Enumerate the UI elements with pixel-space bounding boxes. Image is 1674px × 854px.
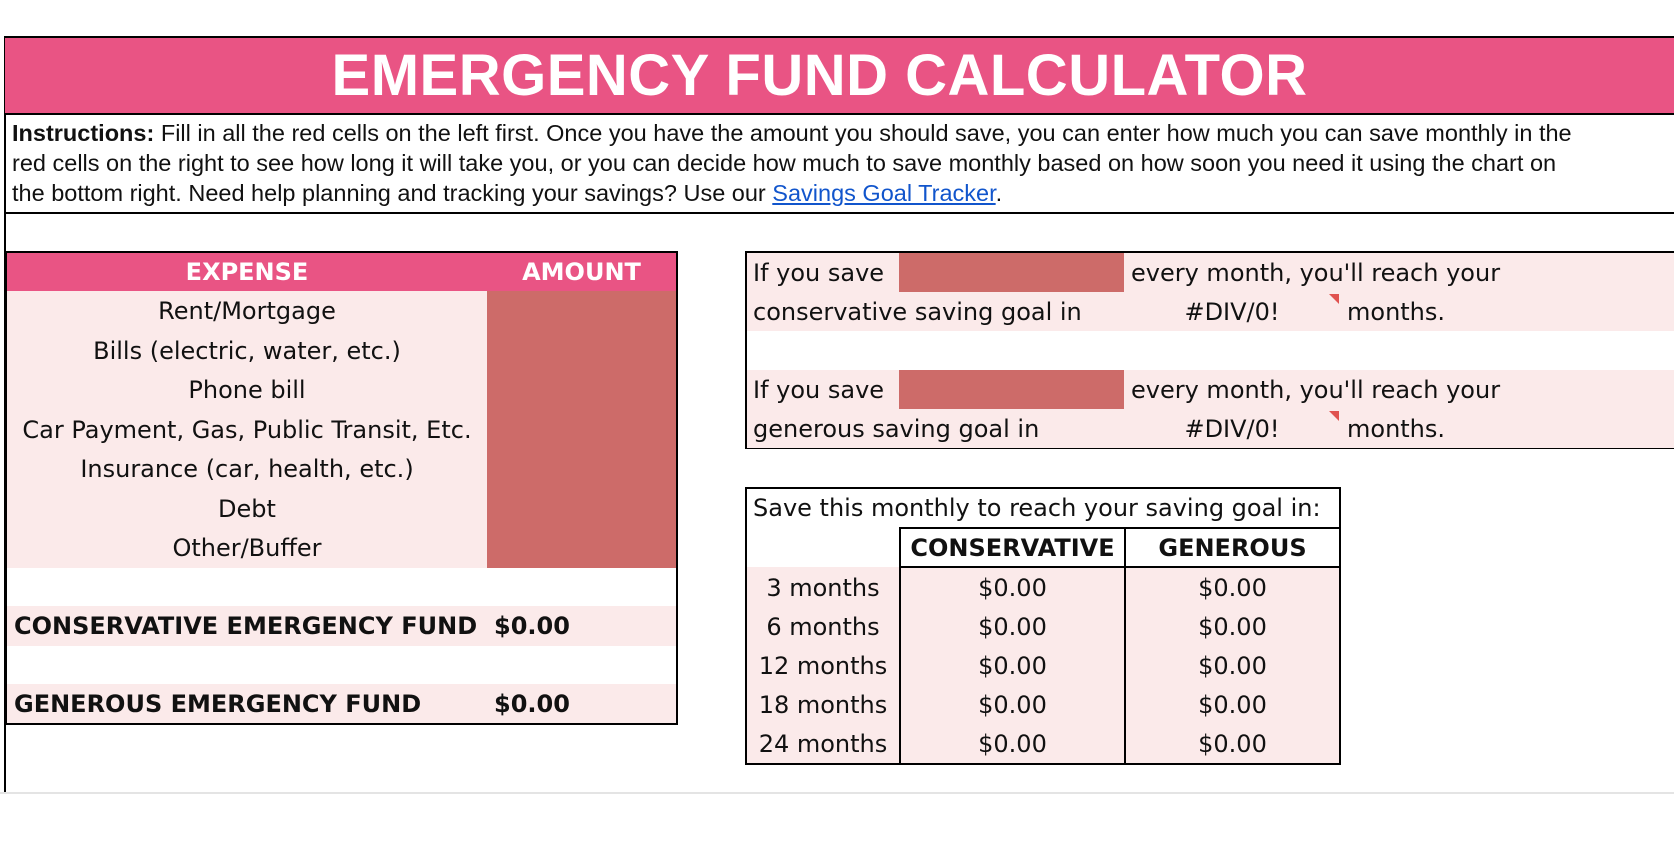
conservative-monthly-amount: $0.00 xyxy=(978,651,1047,680)
generous-goal-unit: months. xyxy=(1347,414,1446,443)
period-label: 3 months xyxy=(766,573,880,602)
col-header-conservative: CONSERVATIVE xyxy=(910,533,1115,562)
amount-input-bills[interactable] xyxy=(487,331,676,370)
conservative-goal-prefix: If you save xyxy=(753,258,885,287)
conservative-months-result: #DIV/0! xyxy=(1184,297,1280,326)
savings-goal-tracker-link[interactable]: Savings Goal Tracker xyxy=(772,180,996,206)
period-label: 24 months xyxy=(758,729,888,758)
amount-input-debt[interactable] xyxy=(487,489,676,528)
amount-header-label: AMOUNT xyxy=(522,258,641,286)
conservative-monthly-amount: $0.00 xyxy=(978,612,1047,641)
instructions-text xyxy=(12,118,1572,208)
conservative-monthly-amount: $0.00 xyxy=(978,729,1047,758)
period-label: 12 months xyxy=(758,651,888,680)
amount-input-phone[interactable] xyxy=(487,370,676,410)
conservative-goal-line2: conservative saving goal in xyxy=(753,297,1082,326)
expense-row-label: Car Payment, Gas, Public Transit, Etc. xyxy=(7,410,487,449)
expense-header xyxy=(7,253,487,291)
conservative-goal-unit: months. xyxy=(1347,297,1446,326)
generous-monthly-input[interactable] xyxy=(899,370,1124,409)
expense-row-label: Insurance (car, health, etc.) xyxy=(7,449,487,489)
title-bar xyxy=(5,36,1674,115)
conservative-fund-value: $0.00 xyxy=(494,612,570,640)
conservative-monthly-amount: $0.00 xyxy=(978,573,1047,602)
comment-marker-icon[interactable] xyxy=(1329,294,1339,304)
instructions-label: Instructions: xyxy=(12,120,155,146)
instructions-end: . xyxy=(995,180,1003,206)
generous-goal-suffix: every month, you'll reach your xyxy=(1131,375,1501,404)
amount-input-other[interactable] xyxy=(487,528,676,568)
generous-monthly-amount: $0.00 xyxy=(1198,729,1267,758)
conservative-fund-label: CONSERVATIVE EMERGENCY FUND xyxy=(14,612,478,640)
conservative-goal-suffix: every month, you'll reach your xyxy=(1131,258,1501,287)
expense-row-label: Rent/Mortgage xyxy=(7,291,487,331)
period-label: 18 months xyxy=(758,690,888,719)
col-header-generous: GENEROUS xyxy=(1158,533,1307,562)
page-title: EMERGENCY FUND CALCULATOR xyxy=(331,43,1308,108)
generous-monthly-amount: $0.00 xyxy=(1198,651,1267,680)
generous-fund-label: GENEROUS EMERGENCY FUND xyxy=(14,689,422,718)
amount-header xyxy=(487,253,676,291)
conservative-monthly-input[interactable] xyxy=(899,253,1124,292)
expense-row-label: Debt xyxy=(7,489,487,528)
expense-row-label: Phone bill xyxy=(7,370,487,410)
comment-marker-icon[interactable] xyxy=(1329,411,1339,421)
monthly-table-caption: Save this monthly to reach your saving goal in: xyxy=(753,494,1321,522)
amount-input-rent[interactable] xyxy=(487,291,676,331)
expense-header-label: EXPENSE xyxy=(185,258,309,286)
amount-input-insurance[interactable] xyxy=(487,449,676,489)
generous-goal-prefix: If you save xyxy=(753,375,885,404)
generous-monthly-amount: $0.00 xyxy=(1198,612,1267,641)
expense-row-label: Other/Buffer xyxy=(7,528,487,568)
amount-input-car[interactable] xyxy=(487,410,676,449)
period-label: 6 months xyxy=(766,612,880,641)
instructions-divider xyxy=(5,212,1674,214)
instructions-body: Fill in all the red cells on the left first. Once you have the amount you should save, you can enter how much you can save monthly in the red cells on the right to see how long it will take you, or you can decide how much to save monthly based on how soon you need it using the chart on the bottom right. Need help planning and tracking your savings? Use our xyxy=(12,120,1572,206)
generous-monthly-amount: $0.00 xyxy=(1198,573,1267,602)
generous-monthly-amount: $0.00 xyxy=(1198,690,1267,719)
sheet-bottom-border xyxy=(0,792,1674,794)
expense-row-label: Bills (electric, water, etc.) xyxy=(7,331,487,370)
conservative-monthly-amount: $0.00 xyxy=(978,690,1047,719)
generous-months-result: #DIV/0! xyxy=(1184,414,1280,443)
generous-fund-value: $0.00 xyxy=(494,689,570,718)
generous-goal-line2: generous saving goal in xyxy=(753,414,1040,443)
